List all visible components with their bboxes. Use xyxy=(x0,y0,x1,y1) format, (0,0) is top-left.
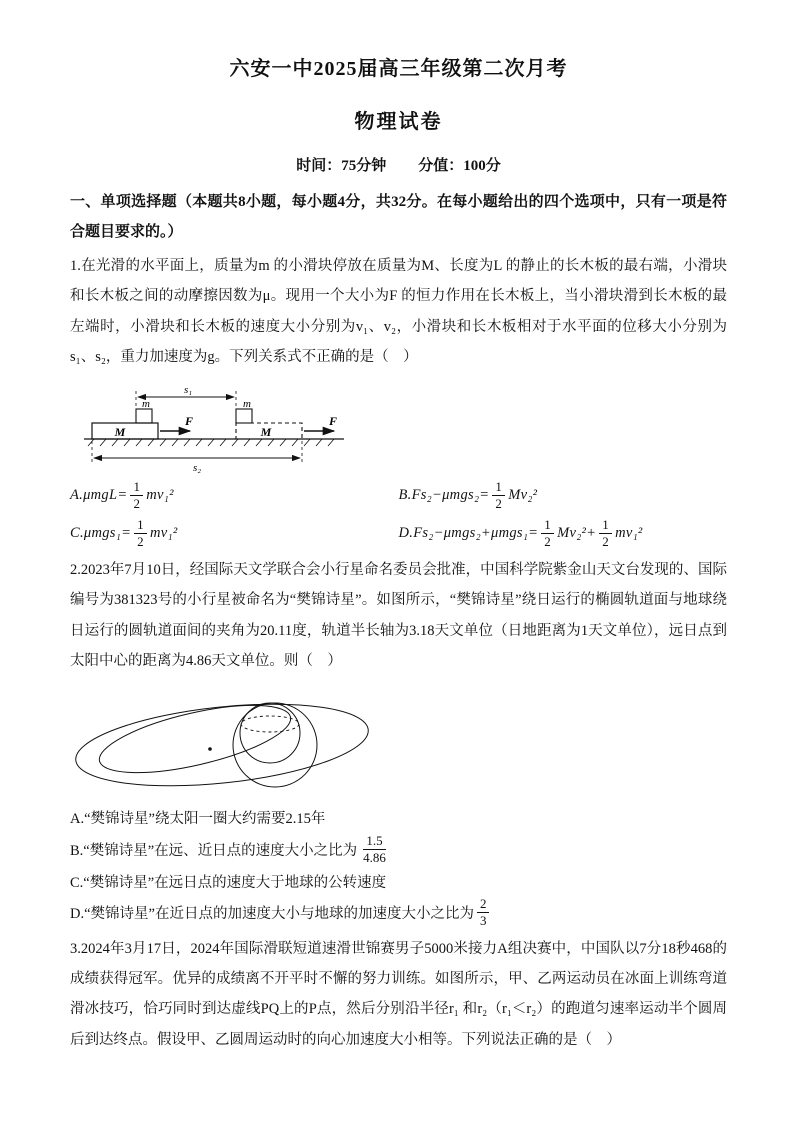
q2-option-b-pre: B.“樊锦诗星”在远、近日点的速度大小之比为 xyxy=(70,842,358,859)
block-m-label: m xyxy=(243,397,251,410)
fraction: $\frac{1}{2}$ xyxy=(541,517,554,551)
q1-option-d-mid: Mv₂²+ xyxy=(557,525,597,542)
q1-option-d xyxy=(399,517,728,551)
question-1-figure xyxy=(84,383,356,473)
q1-option-c-pre: C.μmgs₁= xyxy=(70,525,132,542)
q2-option-c-text: C.“樊锦诗星”在远日点的速度大于地球的公转速度 xyxy=(70,874,387,891)
plank-M-label: M xyxy=(260,424,272,439)
q2-option-d-pre: D.“樊锦诗星”在近日点的加速度大小与地球的加速度大小之比为 xyxy=(70,906,474,923)
q2-options xyxy=(70,803,727,930)
q2-option-b xyxy=(70,833,727,867)
exam-time: 时间：75分钟 xyxy=(296,158,387,174)
force-F-label: F xyxy=(329,413,338,428)
force-F-label: F xyxy=(185,413,194,428)
exam-title: 六安一中2025届高三年级第二次月考 xyxy=(229,58,568,80)
q1-options xyxy=(70,479,727,551)
block-m-label: m xyxy=(142,397,150,410)
q1-option-c xyxy=(70,517,399,551)
q1-option-b-post: Mv₂² xyxy=(508,487,538,504)
fraction: $\frac{1}{2}$ xyxy=(599,517,612,551)
q1-option-d-pre: D.Fs₂−μmgs₂+μmgs₁= xyxy=(398,525,539,542)
ground-hatching xyxy=(88,439,334,446)
s2-label: s₂ xyxy=(192,461,202,473)
q1-option-b xyxy=(399,479,728,513)
q2-option-a xyxy=(70,803,727,833)
q1-option-a-pre: A.μmgL= xyxy=(70,487,128,504)
sun-dot xyxy=(208,747,212,751)
exam-subtitle: 物理试卷 xyxy=(354,111,443,133)
section-1-heading: 一、单项选择题（本题共8小题，每小题4分，共32分。在每小题给出的四个选项中，只有一项是符合题目要求的。） xyxy=(70,194,727,240)
block-final xyxy=(236,409,252,423)
fraction: $\frac{2}{3}$ xyxy=(477,896,490,930)
q2-option-a-text: A.“樊锦诗星”绕太阳一圈大约需要2.15年 xyxy=(70,811,326,827)
question-2-text: 2.2023年7月10日，经国际天文学联合会小行星命名委员会批准，中国科学院紫金山天文台发现的、国际编号为381323号的小行星被命名为“樊锦诗星”。如图所示，“樊锦诗星”绕日运行的椭圆轨道面与地球绕日运行的圆轨道面间的夹角为20.11度，轨道半长轴为3.18天文单位（日地距离为1天文单位），远日点到太阳中心的距离为4.86天文单位。则（ ） xyxy=(70,561,727,670)
fraction: $\frac{1}{2}$ xyxy=(130,479,143,513)
q2-option-c xyxy=(70,866,727,896)
question-1-text: 1.在光滑的水平面上，质量为m 的小滑块停放在质量为M、长度为L 的静止的长木板的最右端，小滑块和长木板之间的动摩擦因数为μ。现用一个大小为F 的恒力作用在长木板上，当小滑块滑到长木板的最左端时，小滑块和长木板的速度大小分别为v₁、v₂，小滑块和长木板相对于水平面的位移大小分别为s₁、s₂，重力加速度为g。下列关系式不正确的是（ ） xyxy=(70,258,727,366)
fraction: $\frac{1}{2}$ xyxy=(134,517,147,551)
fraction: $\frac{1.5}{4.86}$ xyxy=(363,832,386,865)
fraction: $\frac{1}{2}$ xyxy=(492,479,505,513)
sphere-outline xyxy=(240,703,300,763)
q1-option-a-post: mv₁² xyxy=(146,487,174,504)
q2-option-d xyxy=(70,896,727,930)
q1-option-c-post: mv₁² xyxy=(149,525,178,542)
block-initial xyxy=(136,409,152,423)
q1-option-a xyxy=(70,479,399,513)
inner-orbit-ellipse xyxy=(94,691,297,786)
sphere-latitude-dashed xyxy=(241,716,299,732)
question-2-figure xyxy=(70,683,378,801)
exam-meta xyxy=(70,154,727,175)
q1-option-b-pre: B.Fs₂−μmgs₂= xyxy=(398,487,490,504)
s1-label: s₁ xyxy=(183,383,193,396)
plank-M-label: M xyxy=(114,424,126,439)
exam-score: 分值：100分 xyxy=(418,158,501,174)
question-3-text: 3.2024年3月17日，2024年国际滑联短道速滑世锦赛男子5000米接力A组决赛中，中国队以7分18秒468的成绩获得冠军。优异的成绩离不开平时不懈的努力训练。如图所示，甲、乙两运动员在冰面上训练弯道滑冰技巧，恰巧同时到达虚线PQ上的P点，然后分别沿半径r₁ 和r₂（r₁＜r₂）的跑道匀速率运动半个圆周后到达终点。假设甲、乙圆周运动时的向心加速度大小相等。下列说法正确的是（ ） xyxy=(70,940,727,1048)
q1-option-d-post: mv₁² xyxy=(615,525,643,542)
